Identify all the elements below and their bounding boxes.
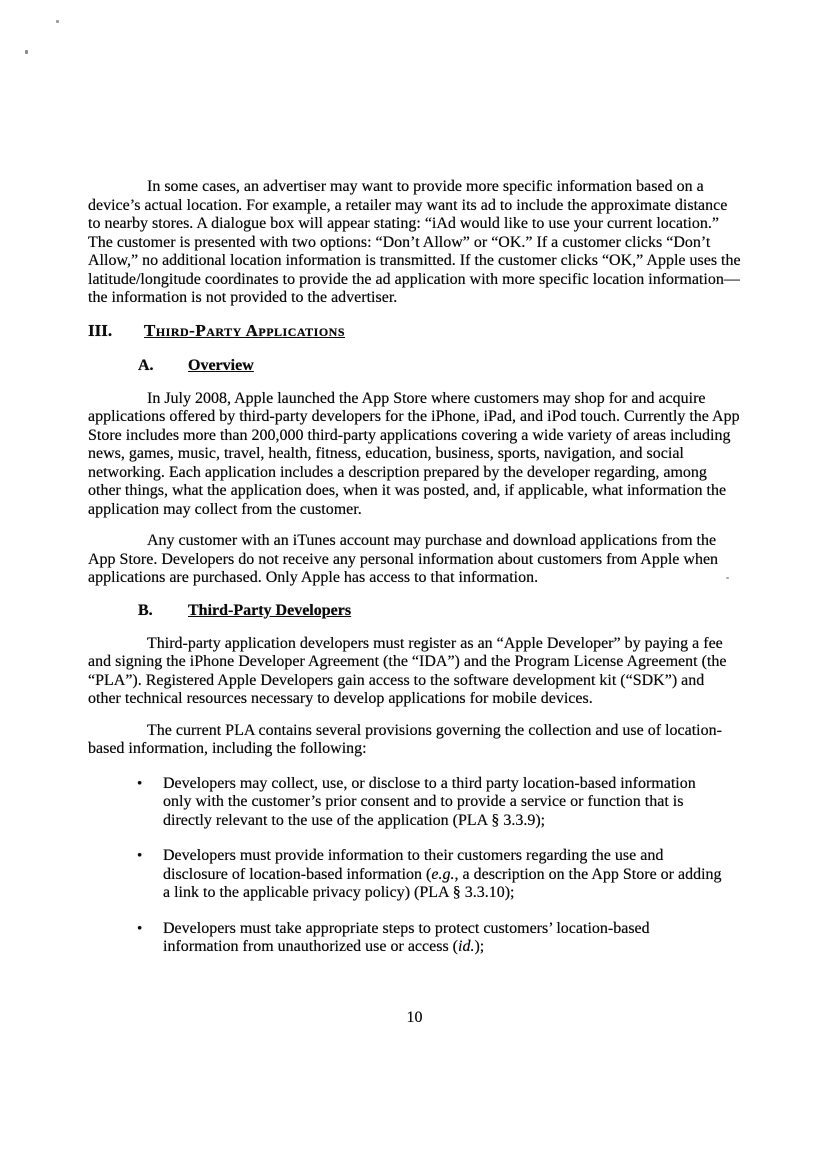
section-title: Third-Party Applications xyxy=(144,320,346,340)
section-number: III. xyxy=(88,320,113,340)
bullet-text-pre: Developers must take appropriate steps to protect customers’ location-based information from unauthorized use or access ( xyxy=(163,919,650,955)
scan-speck xyxy=(25,50,28,54)
overview-paragraph-1: In July 2008, Apple launched the App Store where customers may shop for and acquire applications offered by third-party developers for the iPhone, iPad, and iPod touch. Currently the App Store includes more than 200,000 third-party applications covering a wide variety of areas including news, games, music, travel, health, fitness, education, business, sports, navigation, and social networking. Each application includes a description prepared by the developer regarding, among other things, what the application does, when it was posted, and, if applicable, what information the application may collect from the customer. xyxy=(88,389,740,518)
bullet-text-pre: Developers may collect, use, or disclose to a third party location-based information only with the customer’s prior consent and to provide a service or function that is directly relevant to the use of the application (PLA § 3.3.9); xyxy=(163,774,696,829)
bullet-text xyxy=(163,920,725,957)
bullet-text-pre: Developers must provide information to their customers regarding the use and disclosure of location-based information ( xyxy=(163,847,664,883)
page-number: 10 xyxy=(406,1008,423,1026)
subsection-letter: A. xyxy=(138,356,154,374)
subsection-heading-third-party-developers xyxy=(138,601,741,620)
list-item xyxy=(137,775,741,831)
bullet-text-post: , a description on the App Store or adding a link to the applicable privacy policy) (PLA § 3.3.10); xyxy=(163,865,722,901)
scan-speck xyxy=(56,20,59,23)
bullet-text xyxy=(163,775,725,831)
list-item xyxy=(137,920,741,957)
bullet-icon: • xyxy=(137,848,143,864)
subsection-title: Third-Party Developers xyxy=(188,601,352,619)
subsection-title: Overview xyxy=(188,356,254,374)
bullet-text-italic: e.g. xyxy=(431,865,455,883)
bullet-text-post: ); xyxy=(474,938,485,955)
bullet-icon: • xyxy=(137,775,143,792)
list-item xyxy=(137,847,741,903)
subsection-heading-overview xyxy=(138,356,741,375)
bullet-text-italic: id. xyxy=(458,938,475,955)
intro-paragraph: In some cases, an advertiser may want to provide more specific information based on a device’s actual location. For example, a retailer may want its ad to include the approximate distance to nearby stores. A dialogue box will appear stating: “iAd would like to use your current location.” The customer is presented with two options: “Don’t Allow” or “OK.” If a customer clicks “Don’t Allow,” no additional location information is transmitted. If the customer clicks “OK,” Apple uses the latitude/longitude coordinates to provide the ad application with more specific location information—the information is not provided to the advertiser. xyxy=(88,178,741,306)
pla-provisions-list xyxy=(137,775,741,957)
section-heading-third-party-applications xyxy=(88,321,741,341)
document-content xyxy=(88,178,741,1027)
bullet-icon: • xyxy=(137,920,143,937)
overview-paragraph-2: Any customer with an iTunes account may purchase and download applications from the App Store. Developers do not receive any personal information about customers from Apple when applications are purchased. Only Apple has access to that information. xyxy=(88,532,719,586)
developers-paragraph-2: The current PLA contains several provisions governing the collection and use of location-based information, including the following: xyxy=(88,721,722,757)
bullet-text xyxy=(163,847,725,903)
developers-paragraph-1: Third-party application developers must register as an “Apple Developer” by paying a fee and signing the iPhone Developer Agreement (the “IDA”) and the Program License Agreement (the “PLA”). Registered Apple Developers gain access to the software development kit (“SDK”) and other technical resources necessary to develop applications for mobile devices. xyxy=(88,634,727,707)
subsection-letter: B. xyxy=(138,601,153,619)
